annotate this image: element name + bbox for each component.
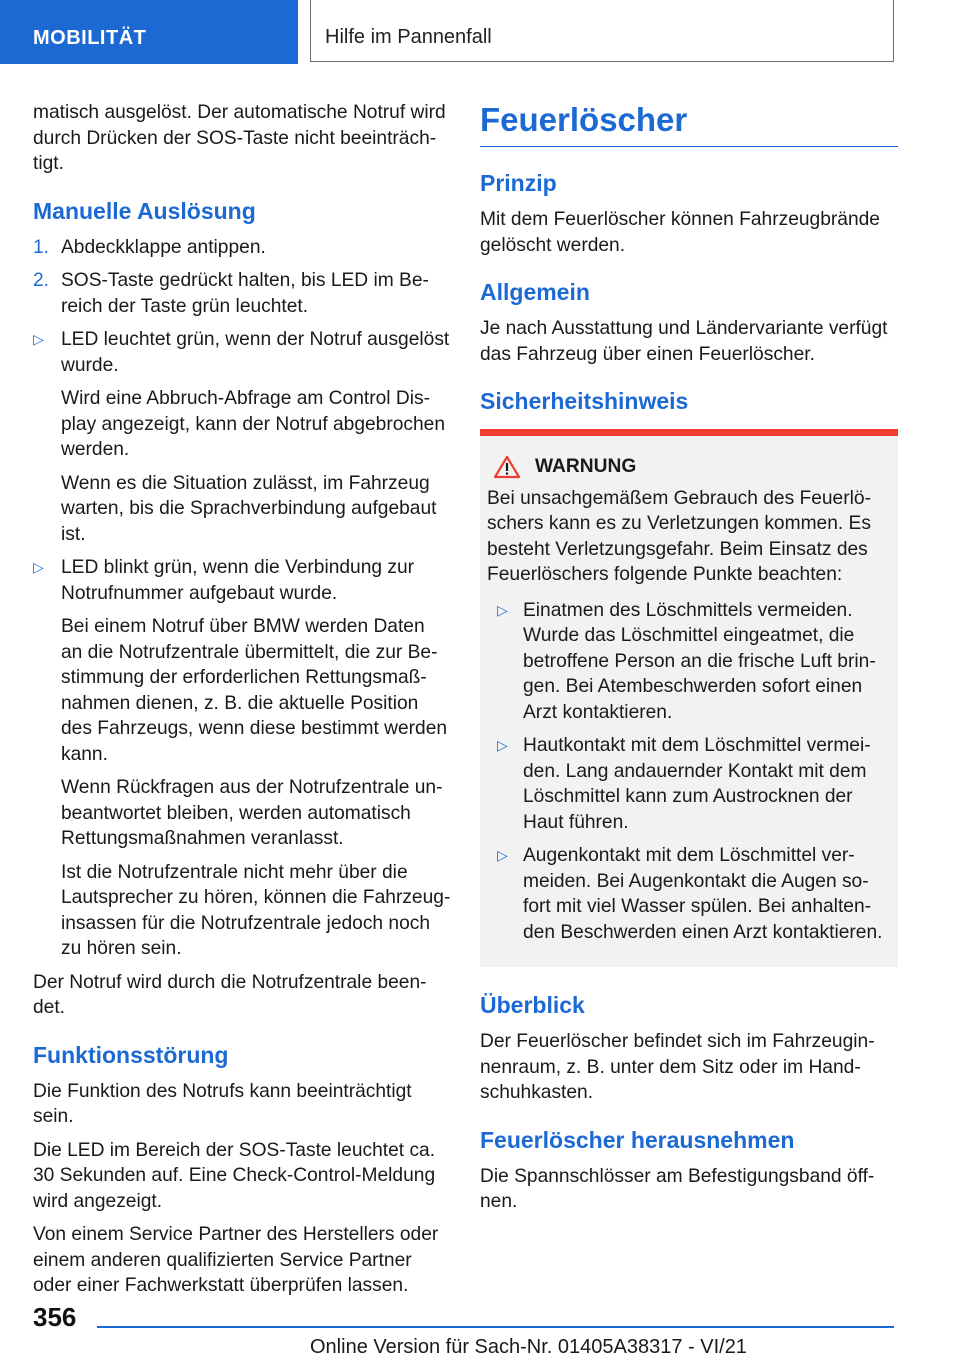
principle-heading: Prinzip (480, 170, 557, 196)
intro-paragraph: matisch ausgelöst. Der automatische Notruf wird durch Drücken der SOS-Taste nicht beeinträchtigt. (33, 102, 446, 174)
sub-paragraph: Wird eine Abbruch-Abfrage am Control Display angezeigt, kann der Notruf abgebrochen werden. (61, 388, 446, 460)
list-item: ▷ Einatmen des Löschmittels vermeiden. Wurde das Löschmittel eingeatmet, die betroffene Person an die frische Luft bringen. Bei Atembeschwerden sofort einen Arzt kontaktieren. (497, 599, 876, 723)
manual-trigger-heading: Manuelle Auslösung (33, 197, 256, 224)
warning-header (487, 454, 884, 480)
fault-paragraph: Die Funktion des Notrufs kann beeinträchtigt sein. (33, 1080, 412, 1127)
triangle-bullet-icon: ▷ (33, 559, 44, 575)
overview-paragraph: Der Feuerlöscher befindet sich im Fahrzeuginnenraum, z. B. unter dem Sitz oder im Handschuhkasten. (480, 1031, 875, 1103)
warning-text: Bei unsachgemäßem Gebrauch des Feuerlöschers kann es zu Verletzungen kommen. Es besteht Verletzungsgefahr. Beim Einsatz des Feuerlöschers folgende Punkte beachten: (487, 487, 871, 585)
page-title: Feuerlöscher (480, 101, 688, 138)
principle-paragraph: Mit dem Feuerlöscher können Fahrzeugbrände gelöscht werden. (480, 209, 880, 256)
ending-paragraph: Der Notruf wird durch die Notrufzentrale beendet. (33, 971, 427, 1018)
overview-heading: Überblick (480, 992, 585, 1018)
list-item: 1. Abdeckklappe antippen. (33, 236, 266, 258)
triangle-bullet-icon: ▷ (497, 737, 508, 753)
list-item: 2. SOS-Taste gedrückt halten, bis LED im Bereich der Taste grün leuchtet. (33, 270, 429, 317)
sub-paragraph: Ist die Notrufzentrale nicht mehr über die Lautsprecher zu hören, können die Fahrzeuginsassen für die Notrufzentrale jedoch noch zu hören sein. (61, 861, 451, 959)
list-item: ▷ LED blinkt grün, wenn die Verbindung zur Notrufnummer aufgebaut wurde. (33, 557, 415, 604)
page-number: 356 (33, 1302, 77, 1332)
title-divider (480, 146, 898, 147)
safety-heading: Sicherheitshinweis (480, 388, 689, 414)
warning-box (480, 436, 898, 967)
remove-paragraph: Die Spannschlösser am Befestigungsband öffnen. (480, 1165, 875, 1212)
fault-paragraph: Die LED im Bereich der SOS-Taste leuchtet ca. 30 Sekunden auf. Eine Check-Control-Meldung wird angezeigt. (33, 1139, 436, 1212)
warning-triangle-icon (493, 455, 521, 479)
section-tab (0, 0, 298, 64)
section-label: MOBILITÄT (33, 27, 147, 49)
triangle-bullet-icon: ▷ (497, 601, 508, 618)
general-paragraph: Je nach Ausstattung und Ländervariante verfügt das Fahrzeug über einen Feuerlöscher. (480, 318, 888, 365)
fault-heading: Funktionsstörung (33, 1041, 229, 1068)
general-heading: Allgemein (480, 279, 590, 305)
warning-bar (480, 429, 898, 436)
warning-label: WARNUNG (535, 456, 637, 477)
sub-paragraph: Wenn Rückfragen aus der Notrufzentrale unbeantwortet bleiben, werden automatisch Rettungsmaßnahmen veranlasst. (61, 777, 443, 849)
left-column (33, 100, 451, 1307)
chapter-label: Hilfe im Pannenfall (325, 26, 492, 48)
triangle-bullet-icon: ▷ (497, 847, 508, 863)
footer-divider (97, 1326, 894, 1328)
triangle-bullet-icon: ▷ (33, 331, 44, 347)
fault-paragraph: Von einem Service Partner des Herstellers oder einem anderen qualifizierten Service Partner oder einer Fachwerkstatt überprüfen lassen. (33, 1224, 439, 1296)
chapter-tab (310, 0, 894, 62)
sub-paragraph: Bei einem Notruf über BMW werden Daten an die Notrufzentrale übermittelt, die zur Bestimmung der erforderlichen Rettungsmaßnahmen dienen, z. B. die aktuelle Position des Fahrzeugs, wenn diese bestimmt werden kann. (61, 616, 448, 765)
remove-heading: Feuerlöscher herausnehmen (480, 1126, 795, 1153)
list-item: ▷ LED leuchtet grün, wenn der Notruf ausgelöst wurde. (33, 329, 450, 376)
list-item: ▷ Augenkontakt mit dem Löschmittel vermeiden. Bei Augenkontakt die Augen sofort mit viel Wasser spülen. Bei anhaltenden Beschwerden einen Arzt kontaktieren. (497, 845, 883, 943)
footer-online-version: Online Version für Sach-Nr. 01405A38317 - VI/21 (310, 1336, 747, 1358)
sub-paragraph: Wenn es die Situation zulässt, im Fahrzeug warten, bis die Sprachverbindung aufgebaut ist. (61, 472, 437, 545)
list-item: ▷ Hautkontakt mit dem Löschmittel vermeiden. Lang andauernder Kontakt mit dem Löschmittel kann zum Austrocknen der Haut führen. (497, 735, 871, 833)
right-column (480, 100, 898, 1223)
